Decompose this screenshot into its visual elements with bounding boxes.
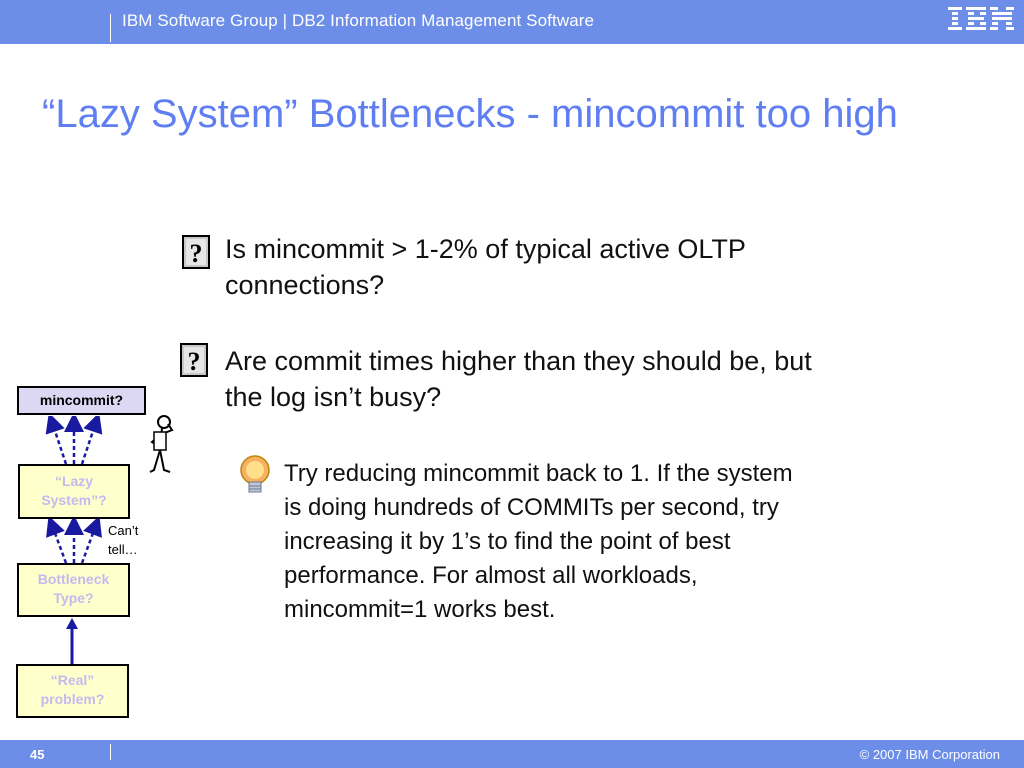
thinking-person-icon xyxy=(142,412,180,476)
page-number: 45 xyxy=(30,747,45,762)
arrows-group-1 xyxy=(40,416,120,466)
real-problem-box xyxy=(16,664,129,718)
slide-title: “Lazy System” Bottlenecks - mincommit too high xyxy=(42,92,898,136)
bullet-1-line-2: connections? xyxy=(225,270,385,300)
bottleneck-type-line-1: Bottleneck xyxy=(37,571,110,587)
tip-line-4: performance. For almost all workloads, xyxy=(284,562,698,589)
copyright: © 2007 IBM Corporation xyxy=(859,747,1000,762)
header-bar xyxy=(0,0,1024,44)
tip-line-3: increasing it by 1’s to find the point of best xyxy=(284,528,731,555)
solid-arrow xyxy=(60,617,84,665)
mincommit-box-label: mincommit? xyxy=(39,392,124,408)
tip-line-2: is doing hundreds of COMMITs per second, try xyxy=(284,494,779,521)
footer-divider xyxy=(110,744,111,760)
ibm-logo xyxy=(946,5,1016,35)
lazy-system-box xyxy=(18,464,130,519)
bottleneck-type-line-2: Type? xyxy=(53,590,94,606)
tip-line-5: mincommit=1 works best. xyxy=(284,596,556,623)
footer-bar xyxy=(0,740,1024,768)
lightbulb-icon xyxy=(238,452,272,496)
bullet-2-line-2: the log isn’t busy? xyxy=(225,382,442,412)
lazy-system-line-2: System”? xyxy=(41,492,107,508)
cant-tell-line-2: tell… xyxy=(108,542,138,557)
bottleneck-type-box xyxy=(17,563,130,617)
mincommit-box xyxy=(17,386,146,415)
real-problem-line-2: problem? xyxy=(40,691,105,707)
question-icon xyxy=(180,343,208,377)
bullet-1-line-1: Is mincommit > 1-2% of typical active OLTP xyxy=(225,234,746,264)
real-problem-line-1: “Real” xyxy=(50,672,95,688)
bullet-2-line-1: Are commit times higher than they should be, but xyxy=(225,346,812,376)
cant-tell-line-1: Can’t xyxy=(108,523,139,538)
question-icon xyxy=(182,235,210,269)
header-divider xyxy=(110,14,111,42)
tip-line-1: Try reducing mincommit back to 1. If the system xyxy=(284,460,793,487)
svg-text:?: ? xyxy=(187,347,201,376)
header-text: IBM Software Group | DB2 Information Management Software xyxy=(122,11,595,30)
svg-text:?: ? xyxy=(189,239,203,268)
lazy-system-line-1: “Lazy xyxy=(54,473,94,489)
